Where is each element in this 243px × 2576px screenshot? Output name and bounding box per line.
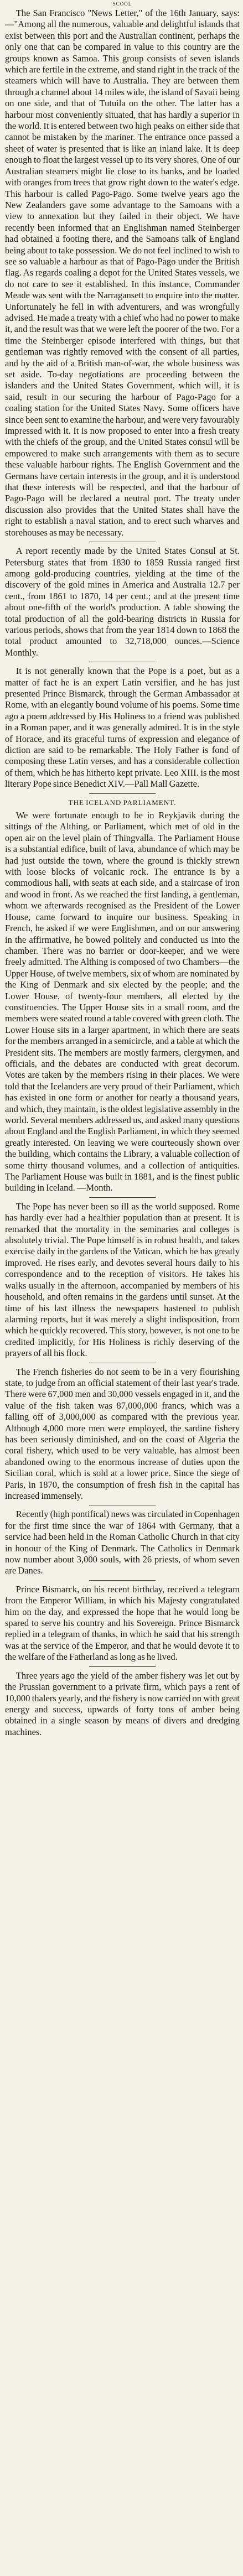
article-paragraph: It is not generally known that the Pope is a poet, but as a matter of fact he is an expert Latin versifier, and he has just presented Prince Bismarck, through the German Ambassador at Rome, with an elegantly bound volume of his poems. Some time ago a poem addressed by His Holiness to a friend was published in a Roman paper, and it was generally admired. It is in the style of Horace, and its graceful turns of expression and elegance of diction are said to be remarkable. The Holy Father is fond of composing these Latin verses, and has a considerable collection of them, which he has hitherto kept private. Leo XIII. is the most literary Pope since Benedict XIV.—Pall Mall Gazette. — [5, 666, 240, 790]
article-divider — [89, 793, 156, 794]
article — [5, 1584, 240, 1663]
article — [5, 1367, 240, 1502]
article-paragraph: Prince Bismarck, on his recent birthday, received a telegram from the Emperor William, in which his Majesty congratulated him on the day, and expressed the hope that he would long be spared to serve his country and his Sovereign. Prince Bismarck replied in a telegram of thanks, in which he said that his strength was at the service of the Emperor, and that he would devote it to the welfare of the Fatherland as long as he lived. — [5, 1583, 240, 1663]
article-paragraph: Three years ago the yield of the amber fishery was let out by the Prussian government to a private firm, which pays a rent of 10,000 thalers yearly, and the fishery is now carried on with great energy and success, upwards of forty tons of amber being obtained in a single season by means of divers and dredging machines. — [5, 1670, 240, 1737]
article-section-title: THE ICELAND PARLIAMENT. — [68, 798, 177, 807]
article-divider — [89, 1197, 156, 1198]
article-paragraph: The San Francisco "News Letter," of the 16th January, says:—"Among all the numerous, valuable and delightful islands that exist between this port and the Australian continent, perhaps the only one that can be compared in value to this country are the groups known as Samoa. This group consists of seven islands which are fertile in the extreme, and stand right in the track of the steamers which will have to Australia. They are between them through a channel about 14 miles wide, the island of Savaii being on one side, and that of Tutuila on the other. The latter has a harbour most conveniently situated, that has hardly a superior in the world. It is entered between two high peaks on either side that cannot be mistaken by the mariner. The entrance once passed a sheet of water is presented that is like an inland lake. It is deep enough to float the largest vessel up to its very shores. One of our Australian steamers might lie close to its banks, and be loaded with oranges from trees that grow right down to the water's edge. This harbour is called Pago-Pago. Some twelve years ago the New Zealanders gave some advantage to the Samoans with a view to annexation but they failed in their object. We have recently been informed that an Englishman named Steinberger had obtained a footing there, and the Samoans talk of England being about to take possession. We do not feel inclined to wish to see so valuable a harbour as that of Pago-Pago under the British flag. As regards coaling a depot for the United States vessels, we do not care to see it established. In this instance, Commander Meade was sent with the Narragansett to enquire into the matter. Unfortunately he fell in with adventurers, and was wrongfully advised. He made a treaty with a chief who had no power to make it, and the result was that we were left the poorer of the two. For a time the Steinberger episode interfered with things, but that gentleman was rightly removed with the consent of all parties, and by the aid of a British man-of-war, the whole business was set aside. To-day negotiations are proceeding between the islanders and the United States Government, which will, it is said, result in our securing the harbour of Pago-Pago for a coaling station for the United States Navy. Some officers have since been sent to examine the harbour, and were very favourably impressed with it. It is now proposed to enter into a fresh treaty with the chiefs of the group, and the United States consul will be empowered to make such arrangements with them as to secure these valuable harbour rights. The English Government and the Germans have certain interests in the group, and it is understood that these interests will be respected, and that the harbour of Pago-Pago will be declared a neutral port. The treaty under discussion also provides that the United States shall have the right to establish a naval station, and to erect such wharves and storehouses as may be necessary. — [5, 8, 240, 538]
article-divider — [89, 1580, 156, 1581]
column-heading: SCOOL — [112, 1, 132, 7]
article — [5, 666, 240, 790]
article-paragraph: The French fisheries do not seem to be in a very flourishing state, to judge from an official statement of their last year's trade. There were 67,000 men and 30,000 vessels engaged in it, and the value of the fish taken was 87,000,000 francs, which was a falling off of 3,000,000 as compared with the previous year. Although 4,000 more men were employed, the sardine fishery has been seriously diminished, and on the coast of Algeria the coral fishery, which used to be very valuable, has almost been abandoned owing to the enormous increase of duties upon the Sicilian coral, which is sold at a lower price. Since the siege of Paris, in 1870, the consumption of fresh fish in the capital has increased immensely. — [5, 1366, 240, 1501]
article — [5, 1670, 240, 1738]
article-column — [5, 8, 240, 1738]
article-paragraph: We were fortunate enough to be in Reykjavik during the sittings of the Althing, or Parliament, which met of old in the open air on the level plain of Thingvalla. The Parliament House is a substantial edifice, built of lava, abundance of which may be had just outside the town, where the ground is thickly strewn with loose blocks of volcanic rock. The entrance is by a commodious hall, with seats at each side, and a staircase of iron and wood in front. As we reached the first landing, a gentleman, whom we afterwards recognised as the President of the Lower House, came forward to inquire our business. Speaking in French, he asked if we were Englishmen, and on our answering in the affirmative, he bowed politely and conducted us into the chamber. There was no barrier or door-keeper, and we were freely admitted. The Althing is composed of two Chambers—the Upper House, of twelve members, six of whom are nominated by the King of Denmark and six elected by the people; and the Lower House, of twenty-four members, all elected by the constituencies. The Upper House sits in a small room, and the members were seated round a table covered with green cloth. The Lower House sits in a larger apartment, in which there are seats for the members arranged in a semicircle, and a table at which the President sits. The members are mostly farmers, clergymen, and officials, and the debates are conducted with great decorum. Votes are taken by the members rising in their places. We were told that the Icelanders are very proud of their Parliament, which has existed in one form or another for nearly a thousand years, and which, they maintain, is the oldest legislative assembly in the world. Several members addressed us, and asked many questions about England and the English Parliament, in which they seemed greatly interested. On leaving we were courteously shown over the building, which contains the Library, a valuable collection of some thirty thousand volumes, and a collection of antiquities. The Parliament House was built in 1881, and is the finest public building in Iceland. —Month. — [5, 810, 240, 1193]
article-divider — [89, 1666, 156, 1667]
article-paragraph: The Pope has never been so ill as the world supposed. Rome has hardly ever had a healthier population than at present. It is remarked that the mortality in the seminaries and colleges is absolutely trivial. The Pope himself is in robust health, and takes exercise daily in the gardens of the Vatican, which he has greatly improved. He rises early, and devotes several hours daily to his correspondence and to the reception of visitors. He takes his walks usually in the afternoon, accompanied by members of his household, and often remains in the gardens until sunset. At the time of his last illness the newspapers hastened to publish alarming reports, but it was merely a slight indisposition, from which he quickly recovered. This story, however, is not one to be credited implicitly, for His Holiness is richly deserving of the prayers of all his flock. — [5, 1201, 240, 1359]
article-paragraph: A report recently made by the United States Consul at St. Petersburg states that from 1830 to 1859 Russia ranged first among gold-producing countries, yielding at the time of the discovery of the gold mines in America and Australia 12.7 per cent., from 1861 to 1870, 14 per cent.; and at the present time about one-fifth of the world's production. A table showing the total production of all the gold-bearing districts in Russia for various periods, shows that from the year 1814 down to 1868 the total product amounted to 32,718,000 ounces.—Science Monthly. — [5, 546, 240, 658]
article — [5, 1201, 240, 1359]
article — [5, 1509, 240, 1576]
article — [5, 8, 240, 538]
article — [5, 797, 240, 1194]
article — [5, 546, 240, 658]
article-paragraph: Recently (high pontifical) news was circulated in Copenhagen for the first time since the war of 1864 with Germany, that a service had been held in the Roman Catholic Church in that city in honour of the King of Denmark. The Catholics in Denmark now number about 3,000 souls, with 26 priests, of whom seven are Danes. — [5, 1509, 240, 1576]
